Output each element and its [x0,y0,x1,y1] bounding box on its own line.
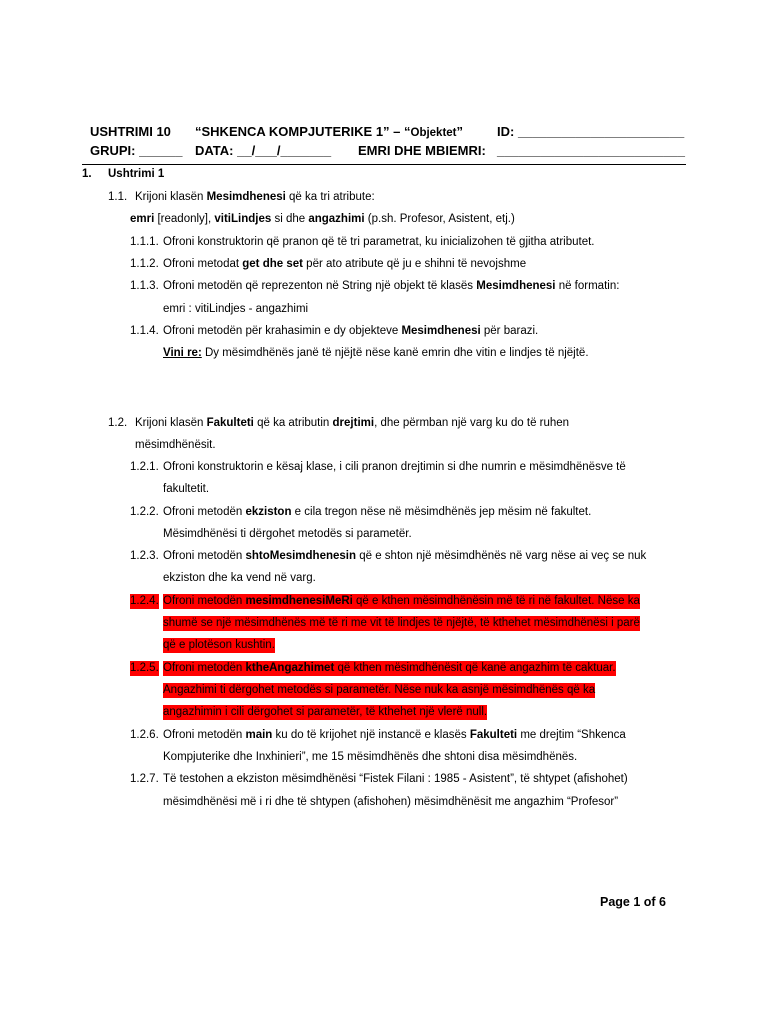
item-number: 1.1.3. [130,280,159,292]
item-text-highlighted: që e plotëson kushtin. [163,639,275,651]
item-number: 1.2.7. [130,773,159,785]
item-text: ekziston dhe ka vend në varg. [163,572,316,584]
name-label: EMRI DHE MBIEMRI: [358,143,486,158]
item-text: Kompjuterike dhe Inxhinieri”, me 15 mësimdhënës dhe shtoni disa mësimdhënës. [163,751,578,763]
course-title: “SHKENCA KOMPJUTERIKE 1” – “Objektet” [195,124,464,139]
item-text: Ofroni metodën shtoMesimdhenesin që e shton një mësimdhënës në varg nëse ai veç se nuk [163,550,647,562]
item-text: Të testohen a ekziston mësimdhënësi “Fistek Filani : 1985 - Asistent”, të shtypet (afishohet) [163,773,628,785]
item-number-highlighted: 1.2.5. [130,662,159,674]
item-text: mësimdhënësit. [135,439,216,451]
item-text: Ofroni metodat get dhe set për ato atribute që ju e shihni të nevojshme [163,258,527,270]
item-number: 1.1.2. [130,258,159,270]
item-number: 1.2. [108,417,128,429]
name-blank: __________________________ [497,143,685,158]
item-text: Ofroni metodën ekziston e cila tregon nëse në mësimdhënës jep mësim në fakultet. [163,506,592,518]
page-number: Page 1 of 6 [600,895,666,909]
group-field: GRUPI: ______ [90,143,183,158]
item-number: 1.1.1. [130,236,159,248]
exercise-title: USHTRIMI 10 [90,124,171,139]
item-number: 1.2.2. [130,506,159,518]
item-text-highlighted: angazhimin i cili dërgohet si parametër, të kthehet një vlerë null. [163,706,488,718]
header-divider [82,164,686,165]
item-text: Ofroni metodën për krahasimin e dy objekteve Mesimdhenesi për barazi. [163,325,539,337]
item-text-highlighted: shumë se një mësimdhënës më të ri me vit të lindjes të njëjtë, të kthehet mësimdhënësi i parë [163,617,640,629]
item-text-highlighted: Ofroni metodën ktheAngazhimet që kthen mësimdhënësit që kanë angazhim të caktuar. [163,662,616,674]
item-number: 1.1.4. [130,325,159,337]
item-text: fakultetit. [163,483,210,495]
item-text-highlighted: Ofroni metodën mesimdhenesiMeRi që e kthen mësimdhënësin më të ri në fakultet. Nëse ka [163,595,640,607]
item-text: Mësimdhënësi ti dërgohet metodës si parametër. [163,528,412,540]
item-text-highlighted: Angazhimi ti dërgohet metodës si parametër. Nëse nuk ka asnjë mësimdhënës që ka [163,684,596,696]
item-number: 1.2.1. [130,461,159,473]
item-text: Krijoni klasën Mesimdhenesi që ka tri atribute: [135,191,375,203]
item-text: Ofroni konstruktorin e kësaj klase, i cili pranon drejtimin si dhe numrin e mësimdhënësve të [163,461,626,473]
item-number: 1.2.6. [130,729,159,741]
item-text: mësimdhënësi më i ri dhe të shtypen (afishohen) mësimdhënësit me angazhim “Profesor” [163,796,619,808]
item-text: Ofroni metodën main ku do të krijohet një instancë e klasës Fakulteti me drejtim “Shkenca [163,729,626,741]
note: Vini re: Dy mësimdhënës janë të njëjtë nëse kanë emrin dhe vitin e lindjes të njëjtë. [163,347,589,359]
item-text: Ofroni metodën që reprezenton në String një objekt të klasës Mesimdhenesi në formatin: [163,280,620,292]
id-field: ID: _______________________ [497,124,685,139]
item-number: 1.1. [108,191,128,203]
format-example: emri : vitiLindjes - angazhimi [163,303,309,315]
item-text: Krijoni klasën Fakulteti që ka atributin drejtimi, dhe përmban një varg ku do të ruhen [135,417,570,429]
section-number: 1. [82,168,92,180]
attribute-list: emri [readonly], vitiLindjes si dhe angazhimi (p.sh. Profesor, Asistent, etj.) [130,213,515,225]
date-field: DATA: __/___/_______ [195,143,332,158]
item-number: 1.2.3. [130,550,159,562]
item-number-highlighted: 1.2.4. [130,595,159,607]
item-text: Ofroni konstruktorin që pranon që të tri parametrat, ku inicializohen të gjitha atributet. [163,236,595,248]
section-title: Ushtrimi 1 [108,168,165,180]
